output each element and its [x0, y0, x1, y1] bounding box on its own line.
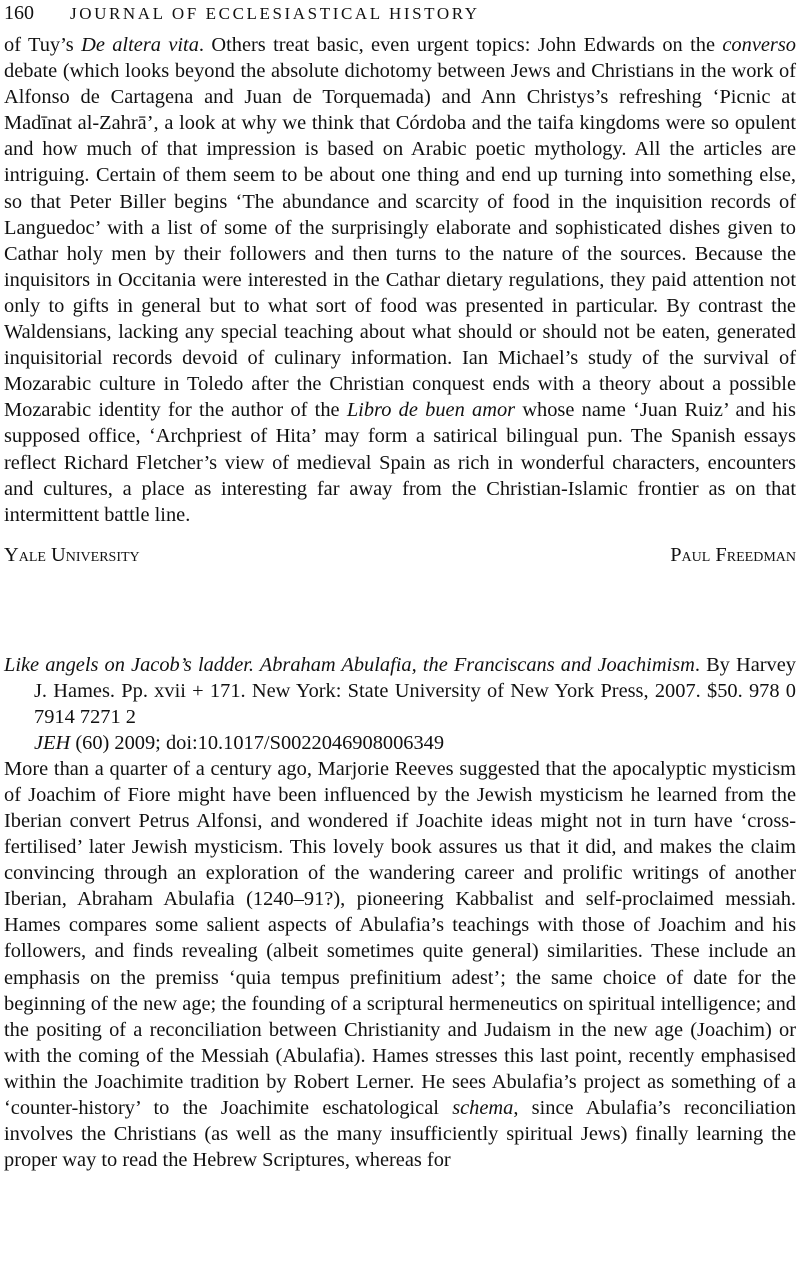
reviewer-name: Paul Freedman — [670, 543, 796, 566]
text-run: debate (which looks beyond the absolute dichotomy between Jews and Christians in the work of Alfonso de Cartagena and Juan de Torquemada) and Ann Christys’s refreshing ‘Picnic at Madīnat al-Zahrā’, a look at why we think that Córdoba and the taifa kingdoms were so opulent and how much of that impression is based on Arabic poetic mythology. All the articles are intriguing. Certain of them seem to be about one thing and end up turning into something else, so that Peter Biller begins ‘The abundance and scarcity of food in the inquisition records of Languedoc’ with a list of some of the surprisingly elaborate and sophisticated dishes given to Cathar holy men by their followers and then turns to the nature of the sources. Because the inquisitors in Occitania were interested in the Cathar dietary regulations, they paid attention not only to gifts in general but to what sort of food was presented in particular. By contrast the Waldensians, lacking any special teaching about what should or should not be eaten, generated inquisitorial records devoid of culinary information. Ian Michael’s study of the survival of Mozarabic culture in Toledo after the Christian conquest ends with a theory about a possible Mozarabic identity for the author of the — [4, 60, 796, 422]
text-run: whose name ‘Juan Ruiz’ and his supposed office, ‘Archpriest of Hita’ may form a satirical bilingual pun. The Spanish essays reflect Richard Fletcher’s view of medieval Spain as rich in wonderful characters, encounters and cultures, a place as interesting far away from the Christian-Islamic frontier as on that intermittent battle line. — [4, 399, 796, 526]
text-run: . Others treat basic, even urgent topics: John Edwards on the — [198, 34, 723, 56]
italic-text: Libro de buen amor — [346, 399, 516, 422]
review-2-body — [4, 756, 796, 1174]
text-run: More than a quarter of a century ago, Marjorie Reeves suggested that the apocalyptic mysticism of Joachim of Fiore might have been influenced by the Jewish mysticism he learned from the Iberian convert Petrus Alfonsi, and wondered if Joachite ideas might not in turn have ‘cross-fertilised’ later Jewish mysticism. This lovely book assures us that it did, and makes the claim convincing through an exploration of the wandering career and prolific writings of another Iberian, Abraham Abulafia (1240–91?), pioneering Kabbalist and self-proclaimed messiah. Hames compares some salient aspects of Abulafia’s teachings with those of Joachim and his followers, and finds revealing (albeit sometimes quite general) similarities. These include an emphasis on the premiss ‘quia tempus prefinitium adest’; the same choice of date for the beginning of the new age; the founding of a scriptural hermeneutics on spiritual intelligence; and the positing of a reconciliation between Christianity and Judaism in the new age (Joachim) or with the coming of the Messiah (Abulafia). Hames stresses this last point, recently emphasised within the Joachimite tradition by Robert Lerner. He sees Abulafia’s project as something of a ‘counter-history’ to the Joachimite eschatological — [4, 757, 796, 1119]
italic-text: converso — [722, 34, 796, 56]
jeh-abbrev: JEH — [34, 731, 71, 754]
italic-text: schema — [452, 1097, 514, 1119]
italic-text: De altera vita — [81, 34, 199, 56]
doi-text: (60) 2009; doi:10.1017/S0022046908006349 — [70, 731, 445, 754]
reviewer-affiliation: Yale University — [4, 543, 140, 566]
page-number: 160 — [4, 2, 34, 24]
text-run: , since Abulafia’s reconciliation involves the Christians (as well as the many insufficiently spiritual Jews) finally learning the proper way to read the Hebrew Scriptures, whereas for — [4, 1097, 796, 1172]
book-details: . By Harvey J. Hames. Pp. xvii + 171. New York: State University of New York Press, 2007. $50. 978 0 7914 7271 2 — [34, 653, 796, 728]
book-title: Like angels on Jacob’s ladder. Abraham Abulafia, the Franciscans and Joachimism — [4, 653, 695, 676]
review-1-body — [4, 32, 796, 528]
review-2-heading — [4, 652, 796, 756]
text-run: of Tuy’s — [4, 34, 82, 56]
book-citation — [4, 652, 796, 730]
review-1-signature — [4, 542, 796, 568]
journal-reference — [4, 730, 796, 756]
journal-title: JOURNAL OF ECCLESIASTICAL HISTORY — [70, 4, 480, 23]
running-head — [4, 0, 796, 26]
